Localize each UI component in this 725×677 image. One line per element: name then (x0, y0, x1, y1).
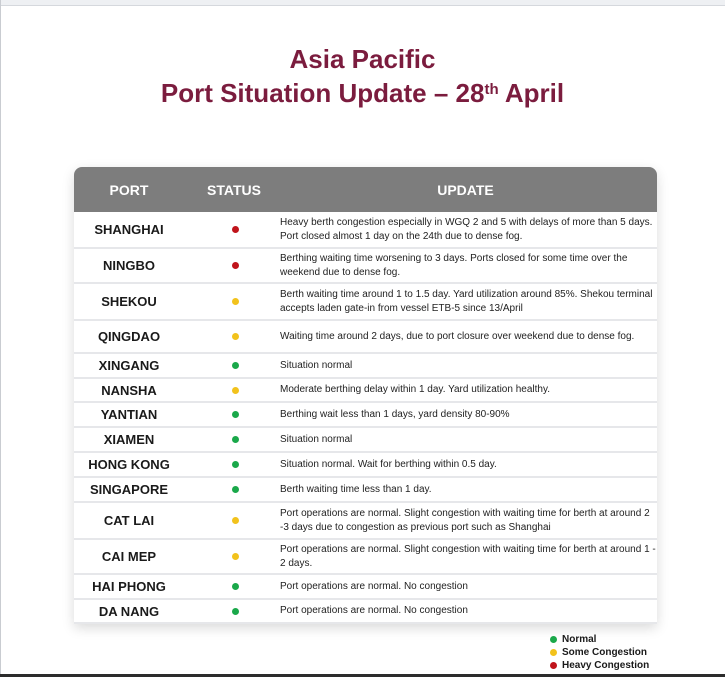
subtitle-month: April (498, 78, 565, 108)
port-name: YANTIAN (100, 407, 158, 422)
port-name: XINGANG (98, 358, 160, 373)
legend (550, 633, 649, 672)
table-row (74, 354, 657, 379)
status-cell (184, 362, 284, 369)
update-text: Situation normal (280, 359, 353, 371)
legend-item (550, 646, 649, 659)
port-name: DA NANG (98, 603, 160, 619)
status-cell (184, 436, 284, 443)
table-row (74, 212, 657, 249)
port-name: NINGBO (103, 258, 155, 273)
status-cell (184, 608, 284, 615)
status-dot-icon (232, 226, 239, 233)
legend-label: Normal (562, 634, 597, 645)
status-dot-icon (232, 436, 239, 443)
status-dot-icon (232, 362, 239, 369)
table-row (74, 321, 657, 354)
update-text: Berth waiting time around 1 to 1.5 day. Yard utilization around 85%. Shekou terminal accepts laden gate-in from vessel ETB-5 since 13/April (280, 288, 653, 314)
update-text: Moderate berthing delay within 1 day. Yard utilization healthy. (280, 384, 550, 395)
status-cell (184, 583, 284, 590)
status-dot-icon (232, 262, 239, 269)
status-cell (184, 486, 284, 493)
port-name: CAI MEP (101, 549, 157, 564)
status-cell (184, 298, 284, 305)
port-name: SHANGHAI (94, 222, 164, 237)
update-text: Berth waiting time less than 1 day. (280, 483, 432, 495)
table-row (74, 478, 657, 503)
status-dot-icon (232, 298, 239, 305)
status-dot-icon (232, 461, 239, 468)
status-dot-icon (232, 608, 239, 615)
status-cell (184, 226, 284, 233)
status-dot-icon (232, 517, 239, 524)
legend-label: Heavy Congestion (562, 660, 650, 671)
port-name: HAI PHONG (92, 579, 166, 594)
status-dot-icon (232, 553, 239, 560)
table-row (74, 379, 657, 403)
page-title: Asia Pacific (289, 44, 436, 74)
port-name: XIAMEN (103, 432, 155, 447)
status-dot-icon (232, 387, 239, 394)
top-border (0, 0, 725, 6)
subtitle-text: Port Situation Update – 28 (160, 78, 485, 108)
table-header (74, 167, 657, 212)
port-name: SINGAPORE (89, 482, 168, 497)
status-dot-icon (232, 333, 239, 340)
update-text: Port operations are normal. Slight congestion with waiting time for berth at around 1 - 2 days. (280, 543, 656, 569)
status-cell (184, 387, 284, 394)
status-dot-icon (232, 411, 239, 418)
page-subtitle (0, 77, 725, 109)
status-dot-icon (232, 486, 239, 493)
table-row (74, 575, 657, 600)
table-row (74, 403, 657, 428)
update-text: Port operations are normal. Slight congestion with waiting time for berth at around 2 -3 days due to congestion as previous port such as Shanghai (280, 507, 650, 533)
legend-dot-icon (550, 662, 557, 669)
legend-item (550, 633, 649, 646)
update-text: Waiting time around 2 days, due to port closure over weekend due to dense fog. (280, 330, 635, 342)
update-text: Situation normal (280, 433, 353, 445)
update-text: Situation normal. Wait for berthing within 0.5 day. (280, 458, 497, 470)
legend-dot-icon (550, 636, 557, 643)
table-row (74, 453, 657, 478)
table-row (74, 428, 657, 453)
status-cell (184, 517, 284, 524)
table-row (74, 600, 657, 624)
status-cell (184, 461, 284, 468)
table-row (74, 540, 657, 575)
port-name: NANSHA (101, 382, 157, 398)
status-cell (184, 411, 284, 418)
status-cell (184, 262, 284, 269)
table-row (74, 249, 657, 284)
port-name: SHEKOU (101, 294, 157, 309)
header-status: STATUS (207, 181, 261, 198)
port-status-table (74, 167, 657, 624)
update-text: Berthing wait less than 1 days, yard density 80-90% (280, 408, 510, 420)
table-row (74, 503, 657, 540)
status-cell (184, 333, 284, 340)
legend-label: Some Congestion (562, 647, 648, 658)
legend-dot-icon (550, 649, 557, 656)
update-text: Port operations are normal. No congestion (280, 580, 468, 592)
table-body (74, 212, 657, 624)
header-port: PORT (109, 181, 149, 198)
subtitle-ordinal: th (484, 81, 499, 98)
port-name: HONG KONG (88, 457, 170, 472)
update-text: Berthing waiting time worsening to 3 days. Ports closed for some time over the weekend due to dense fog. (280, 252, 628, 278)
update-text: Heavy berth congestion especially in WGQ 2 and 5 with delays of more than 5 days. Port closed almost 1 day on the 24th due to dense fog. (280, 216, 653, 242)
header-update: UPDATE (437, 181, 494, 198)
port-name: QINGDAO (97, 329, 161, 344)
status-cell (184, 553, 284, 560)
port-name: CAT LAI (103, 513, 155, 528)
update-text: Port operations are normal. No congestion (280, 605, 468, 616)
table-row (74, 284, 657, 321)
legend-item (550, 659, 649, 672)
status-dot-icon (232, 583, 239, 590)
